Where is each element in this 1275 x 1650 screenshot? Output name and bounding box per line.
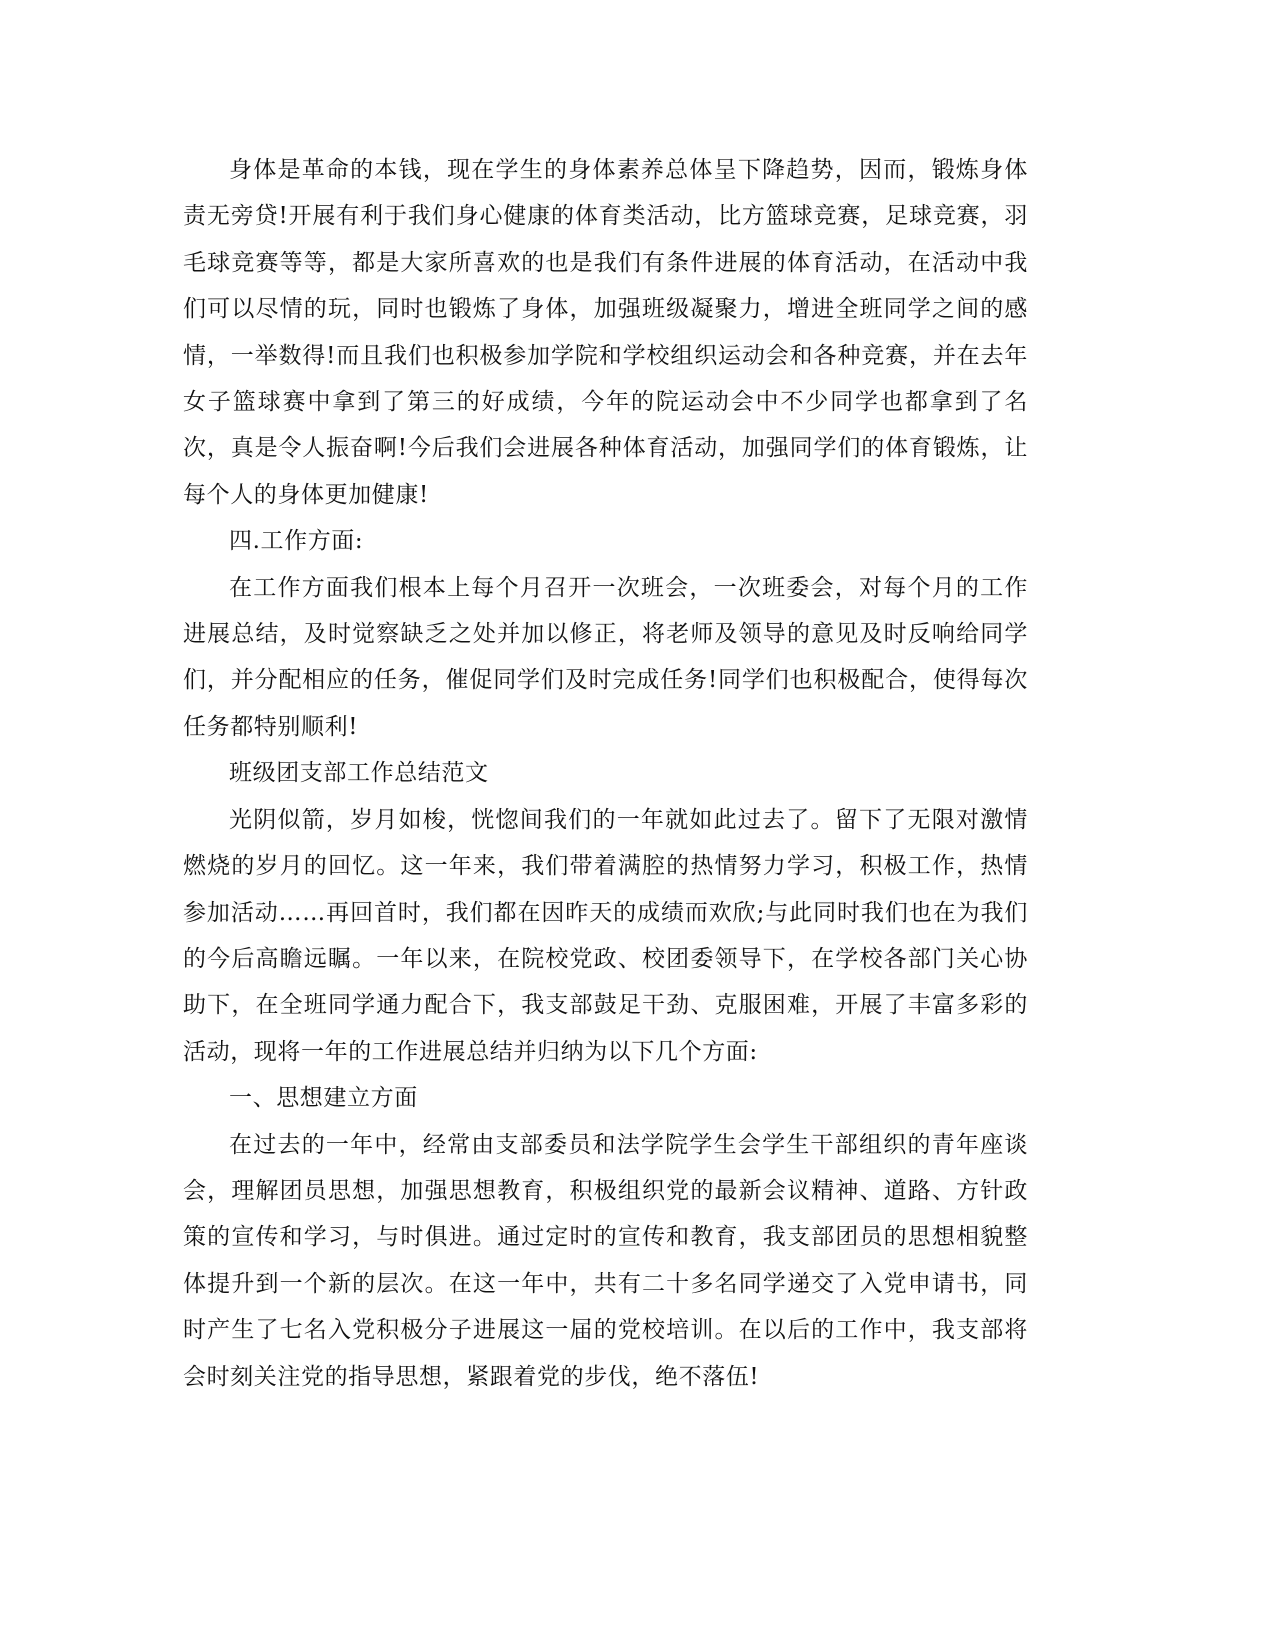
heading-sample-title: 班级团支部工作总结范文 bbox=[229, 760, 489, 787]
paragraph-work: 在工作方面我们根本上每个月召开一次班会，一次班委会，对每个月的工作进展总结，及时觉察缺乏之处并加以修正，将老师及领导的意见及时反响给同学们，并分配相应的任务，催促同学们及时完成任务!同学们也积极配合，使得每次任务都特别顺利! bbox=[183, 574, 1028, 740]
heading-work: 四.工作方面: bbox=[229, 528, 364, 555]
paragraph-ideology: 在过去的一年中，经常由支部委员和法学院学生会学生干部组织的青年座谈会，理解团员思想，加强思想教育，积极组织党的最新会议精神、道路、方针政策的宣传和学习，与时俱进。通过定时的宣传和教育，我支部团员的思想相貌整体提升到一个新的层次。在这一年中，共有二十多名同学递交了入党申请书，同时产生了七名入党积极分子进展这一届的党校培训。在以后的工作中，我支部将会时刻关注党的指导思想，紧跟着党的步伐，绝不落伍! bbox=[183, 1131, 1028, 1390]
document-body bbox=[183, 147, 1028, 1400]
paragraph-sports: 身体是革命的本钱，现在学生的身体素养总体呈下降趋势，因而，锻炼身体责无旁贷!开展有利于我们身心健康的体育类活动，比方篮球竞赛，足球竞赛，羽毛球竞赛等等，都是大家所喜欢的也是我们有条件进展的体育活动，在活动中我们可以尽情的玩，同时也锻炼了身体，加强班级凝聚力，增进全班同学之间的感情，一举数得!而且我们也积极参加学院和学校组织运动会和各种竞赛，并在去年女子篮球赛中拿到了第三的好成绩，今年的院运动会中不少同学也都拿到了名次，真是令人振奋啊!今后我们会进展各种体育活动，加强同学们的体育锻炼，让每个人的身体更加健康! bbox=[183, 157, 1028, 508]
paragraph-intro: 光阴似箭，岁月如梭，恍惚间我们的一年就如此过去了。留下了无限对激情燃烧的岁月的回忆。这一年来，我们带着满腔的热情努力学习，积极工作，热情参加活动……再回首时，我们都在因昨天的成绩而欢欣;与此同时我们也在为我们的今后高瞻远瞩。一年以来，在院校党政、校团委领导下，在学校各部门关心协助下，在全班同学通力配合下，我支部鼓足干劲、克服困难，开展了丰富多彩的活动，现将一年的工作进展总结并归纳为以下几个方面: bbox=[183, 806, 1028, 1065]
heading-ideology: 一、思想建立方面 bbox=[229, 1085, 418, 1112]
